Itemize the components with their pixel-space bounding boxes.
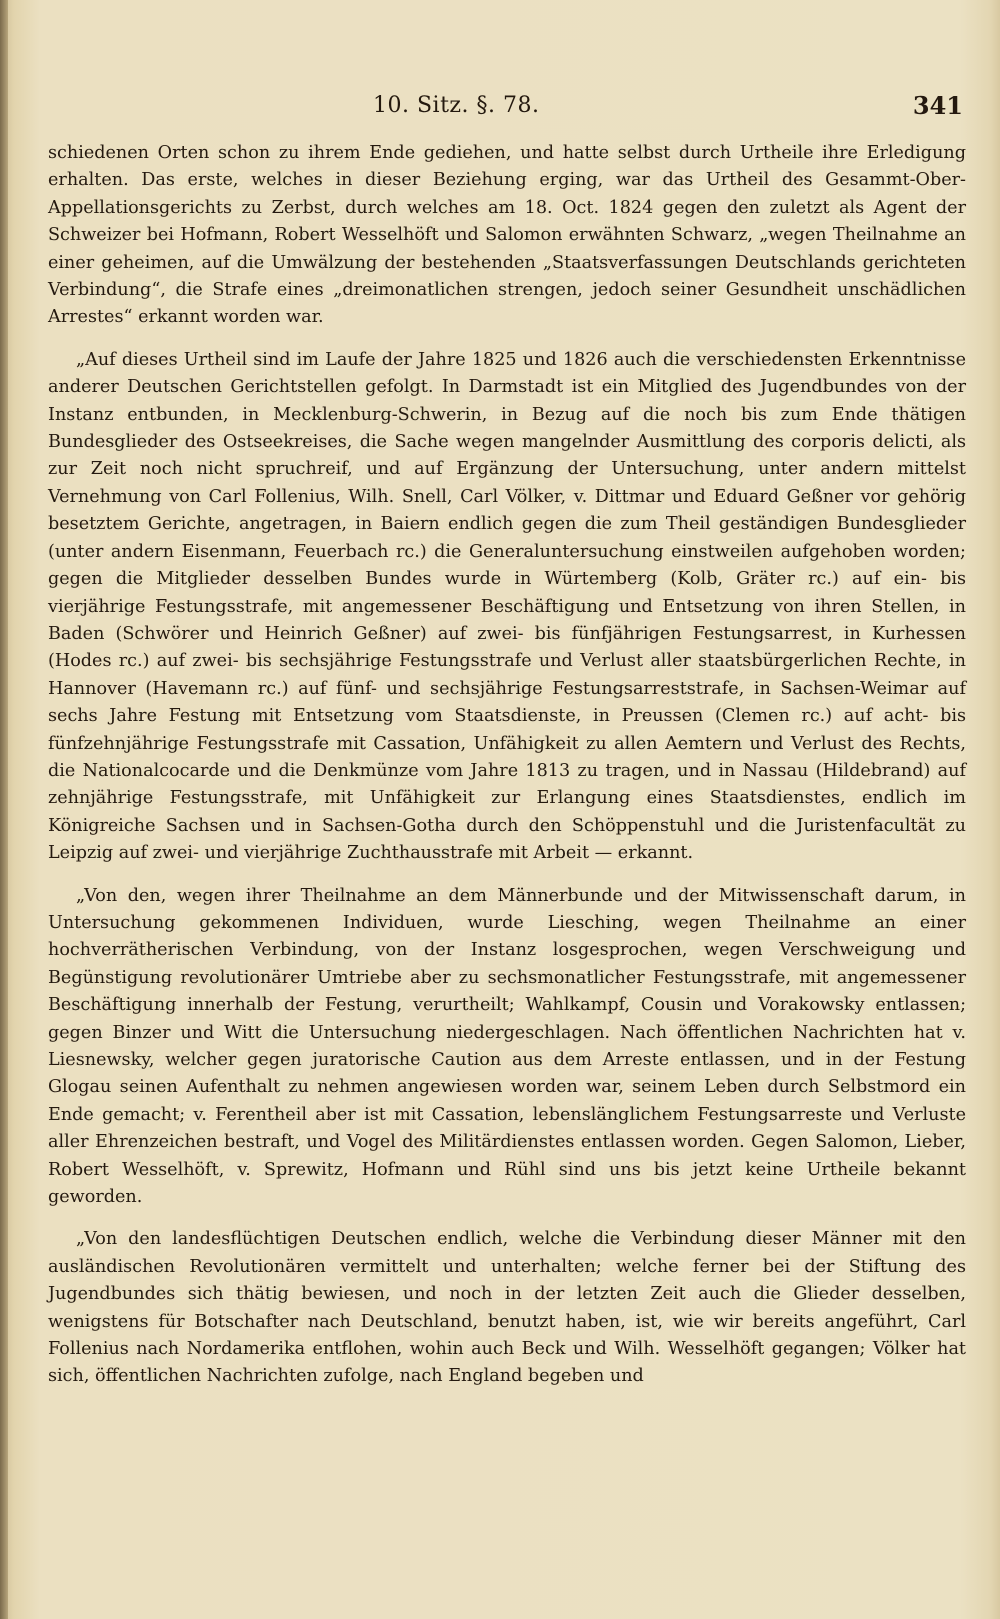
paragraph-1: schiedenen Orten schon zu ihrem Ende gediehen, und hatte selbst durch Urtheile ihre Erledigung erhalten. Das erste, welches in dieser Beziehung erging, war das Urtheil des Gesammt-Ober-Appellationsgerichts zu Zerbst, durch welches am 18. Oct. 1824 gegen den zuletzt als Agent der Schweizer bei Hofmann, Robert Wesselhöft und Salomon erwähnten Schwarz, „wegen Theilnahme an einer geheimen, auf die Umwälzung der bestehenden „Staatsverfassungen Deutschlands gerichteten Verbindung“, die Strafe eines „dreimonatlichen strengen, jedoch seiner Gesundheit unschädlichen Arrestes“ erkannt worden war. [48,143,966,328]
paragraph-2: „Auf dieses Urtheil sind im Laufe der Jahre 1825 und 1826 auch die verschiedensten Erkenntnisse anderer Deutschen Gerichtstellen gefolgt. In Darmstadt ist ein Mitglied des Jugendbundes von der Instanz entbunden, in Mecklenburg-Schwerin, in Bezug auf die noch bis zum Ende thätigen Bundesglieder des Ostseekreises, die Sache wegen mangelnder Ausmittlung des corporis delicti, als zur Zeit noch nicht spruchreif, und auf Ergänzung der Untersuchung, unter andern mittelst Vernehmung von Carl Follenius, Wilh. Snell, Carl Völker, v. Dittmar und Eduard Geßner vor gehörig besetztem Gerichte, angetragen, in Baiern endlich gegen die zum Theil geständigen Bundesglieder (unter andern Eisenmann, Feuerbach rc.) die Generaluntersuchung einstweilen aufgehoben worden; gegen die Mitglieder desselben Bundes wurde in Würtemberg (Kolb, Gräter rc.) auf ein- bis vierjährige Festungsstrafe, mit angemessener Beschäftigung und Entsetzung von ihren Stellen, in Baden (Schwörer und Heinrich Geßner) auf zwei- bis fünfjährigen Festungsarrest, in Kurhessen (Hodes rc.) auf zwei- bis sechsjährige Festungsstrafe und Verlust aller staatsbürgerlichen Rechte, in Hannover (Havemann rc.) auf fünf- und sechsjährige Festungsarreststrafe, in Sachsen-Weimar auf sechs Jahre Festung mit Entsetzung vom Staatsdienste, in Preussen (Clemen rc.) auf acht- bis fünfzehnjährige Festungsstrafe mit Cassation, Unfähigkeit zu allen Aemtern und Verlust des Rechts, die Nationalcocarde und die Denkmünze vom Jahre 1813 zu tragen, und in Nassau (Hildebrand) auf zehnjährige Festungsstrafe, mit Unfähigkeit zur Erlangung eines Staatsdienstes, endlich im Königreiche Sachsen und in Sachsen-Gotha durch den Schöppenstuhl und die Juristenfacultät zu Leipzig auf zwei- und vierjährige Zuchthausstrafe mit Arbeit — erkannt. [48,349,966,864]
running-head: 10. Sitz. §. 78. [373,93,540,118]
paragraph-4: „Von den landesflüchtigen Deutschen endlich, welche die Verbindung dieser Männer mit den ausländischen Revolutionären vermittelt und unterhalten; welche ferner bei der Stiftung des Jugendbundes sich thätig bewiesen, und noch in der letzten Zeit auch die Glieder desselben, wenigstens für Botschafter nach Deutschland, benutzt haben, ist, wie wir bereits angeführt, Carl Follenius nach Nordamerika entflohen, wohin auch Beck und Wilh. Wesselhöft gegangen; Völker hat sich, öffentlichen Nachrichten zufolge, nach England begeben und [48,1229,966,1387]
binding-edge [0,0,8,1619]
body-text [48,140,966,1600]
page-number: 341 [912,91,963,120]
paragraph-3: „Von den, wegen ihrer Theilnahme an dem Männerbunde und der Mitwissenschaft darum, in Untersuchung gekommenen Individuen, wurde Liesching, wegen Theilnahme an einer hochverrätherischen Verbindung, von der Instanz losgesprochen, wegen Verschweigung und Begünstigung revolutionärer Umtriebe aber zu sechsmonatlicher Festungsstrafe, mit angemessener Beschäftigung innerhalb der Festung, verurtheilt; Wahlkampf, Cousin und Vorakowsky entlassen; gegen Binzer und Witt die Untersuchung niedergeschlagen. Nach öffentlichen Nachrichten hat v. Liesnewsky, welcher gegen juratorische Caution aus dem Arreste entlassen, und in der Festung Glogau seinen Aufenthalt zu nehmen angewiesen worden war, seinem Leben durch Selbstmord ein Ende gemacht; v. Ferentheil aber ist mit Cassation, lebenslänglichem Festungsarreste und Verluste aller Ehrenzeichen bestraft, und Vogel des Militärdienstes entlassen worden. Gegen Salomon, Lieber, Robert Wesselhöft, v. Sprewitz, Hofmann und Rühl sind uns bis jetzt keine Urtheile bekannt geworden. [48,885,966,1208]
page-header [50,93,990,129]
